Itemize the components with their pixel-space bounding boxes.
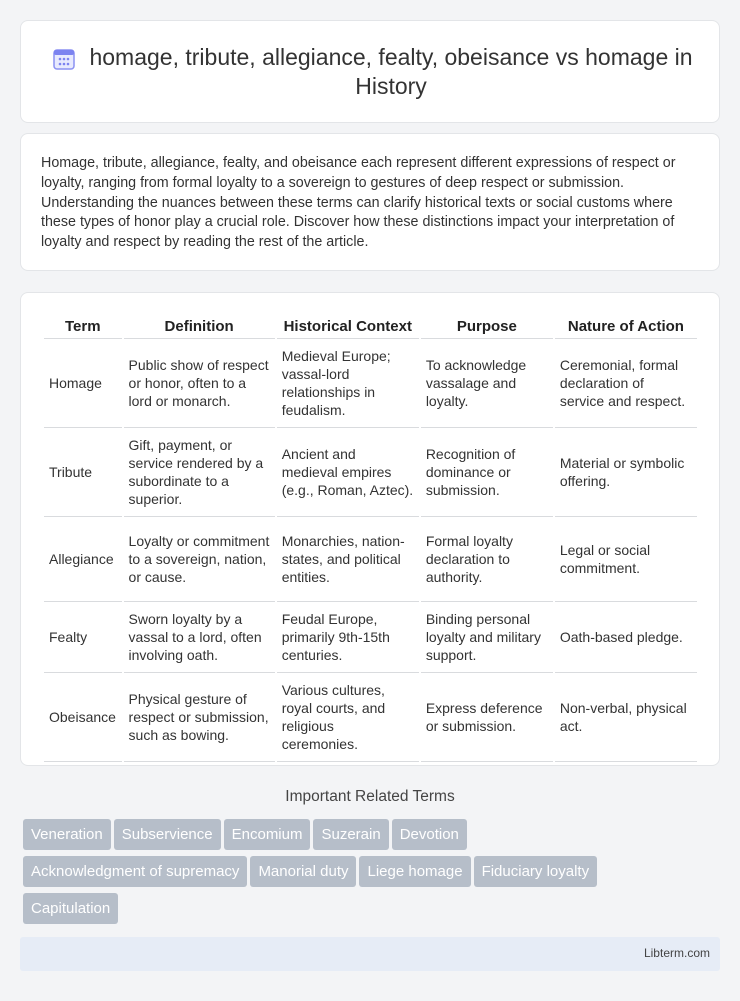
intro-card (20, 133, 720, 271)
cell-historical-context: Medieval Europe; vassal-lord relationships in feudalism. (277, 339, 419, 428)
cell-purpose: Formal loyalty declaration to authority. (421, 517, 553, 602)
cell-historical-context: Various cultures, royal courts, and religious ceremonies. (277, 673, 419, 762)
intro-text: Homage, tribute, allegiance, fealty, and obeisance each represent different expressions of respect or loyalty, ranging from formal loyalty to a sovereign to gestures of deep respect or submission. Understanding the nuances between these terms can clarify historical texts or social customs where these types of honor play a crucial role. Discover how these distinctions impact your interpretation of loyalty and respect by reading the rest of the article. (41, 155, 676, 251)
header-term: Term (44, 313, 122, 339)
tag-manorial-duty[interactable]: Manorial duty (250, 856, 356, 887)
tag-liege-homage[interactable]: Liege homage (359, 856, 470, 887)
comparison-table-card (20, 292, 720, 766)
related-terms-heading: Important Related Terms (285, 788, 455, 805)
tag-suzerain[interactable]: Suzerain (313, 819, 388, 850)
cell-term: Allegiance (44, 517, 122, 602)
related-terms-section (20, 786, 720, 926)
table-row (44, 339, 697, 428)
cell-definition: Public show of respect or honor, often to a lord or monarch. (124, 339, 275, 428)
tag-subservience[interactable]: Subservience (114, 819, 221, 850)
tag-fiduciary-loyalty[interactable]: Fiduciary loyalty (474, 856, 598, 887)
table-row (44, 673, 697, 762)
header-historical-context: Historical Context (277, 313, 419, 339)
cell-term: Obeisance (44, 673, 122, 762)
cell-historical-context: Feudal Europe, primarily 9th-15th centuries. (277, 602, 419, 673)
cell-definition: Physical gesture of respect or submission, such as bowing. (124, 673, 275, 762)
cell-historical-context: Ancient and medieval empires (e.g., Roman, Aztec). (277, 428, 419, 517)
title-card (20, 20, 720, 123)
cell-term: Fealty (44, 602, 122, 673)
cell-term: Homage (44, 339, 122, 428)
cell-nature-of-action: Non-verbal, physical act. (555, 673, 697, 762)
related-terms-tags (23, 819, 683, 930)
cell-definition: Sworn loyalty by a vassal to a lord, often involving oath. (124, 602, 275, 673)
footer (20, 937, 720, 971)
cell-historical-context: Monarchies, nation-states, and political entities. (277, 517, 419, 602)
cell-nature-of-action: Oath-based pledge. (555, 602, 697, 673)
cell-purpose: To acknowledge vassalage and loyalty. (421, 339, 553, 428)
tag-devotion[interactable]: Devotion (392, 819, 467, 850)
tag-acknowledgment-of-supremacy[interactable]: Acknowledgment of supremacy (23, 856, 247, 887)
cell-definition: Gift, payment, or service rendered by a subordinate to a superior. (124, 428, 275, 517)
header-nature-of-action: Nature of Action (555, 313, 697, 339)
cell-nature-of-action: Ceremonial, formal declaration of service and respect. (555, 339, 697, 428)
header-definition: Definition (124, 313, 275, 339)
cell-nature-of-action: Material or symbolic offering. (555, 428, 697, 517)
table-row (44, 428, 697, 517)
cell-definition: Loyalty or commitment to a sovereign, nation, or cause. (124, 517, 275, 602)
table-row (44, 602, 697, 673)
cell-term: Tribute (44, 428, 122, 517)
table-row (44, 517, 697, 602)
tag-capitulation[interactable]: Capitulation (23, 893, 118, 924)
header-purpose: Purpose (421, 313, 553, 339)
cell-purpose: Recognition of dominance or submission. (421, 428, 553, 517)
tag-veneration[interactable]: Veneration (23, 819, 111, 850)
table-header-row (44, 313, 697, 339)
cell-nature-of-action: Legal or social commitment. (555, 517, 697, 602)
cell-purpose: Binding personal loyalty and military support. (421, 602, 553, 673)
page-title: homage, tribute, allegiance, fealty, obeisance vs homage in History (89, 44, 693, 99)
tag-encomium[interactable]: Encomium (224, 819, 311, 850)
comparison-table (42, 313, 699, 762)
footer-brand-link[interactable]: Libterm.com (643, 946, 710, 960)
cell-purpose: Express deference or submission. (421, 673, 553, 762)
